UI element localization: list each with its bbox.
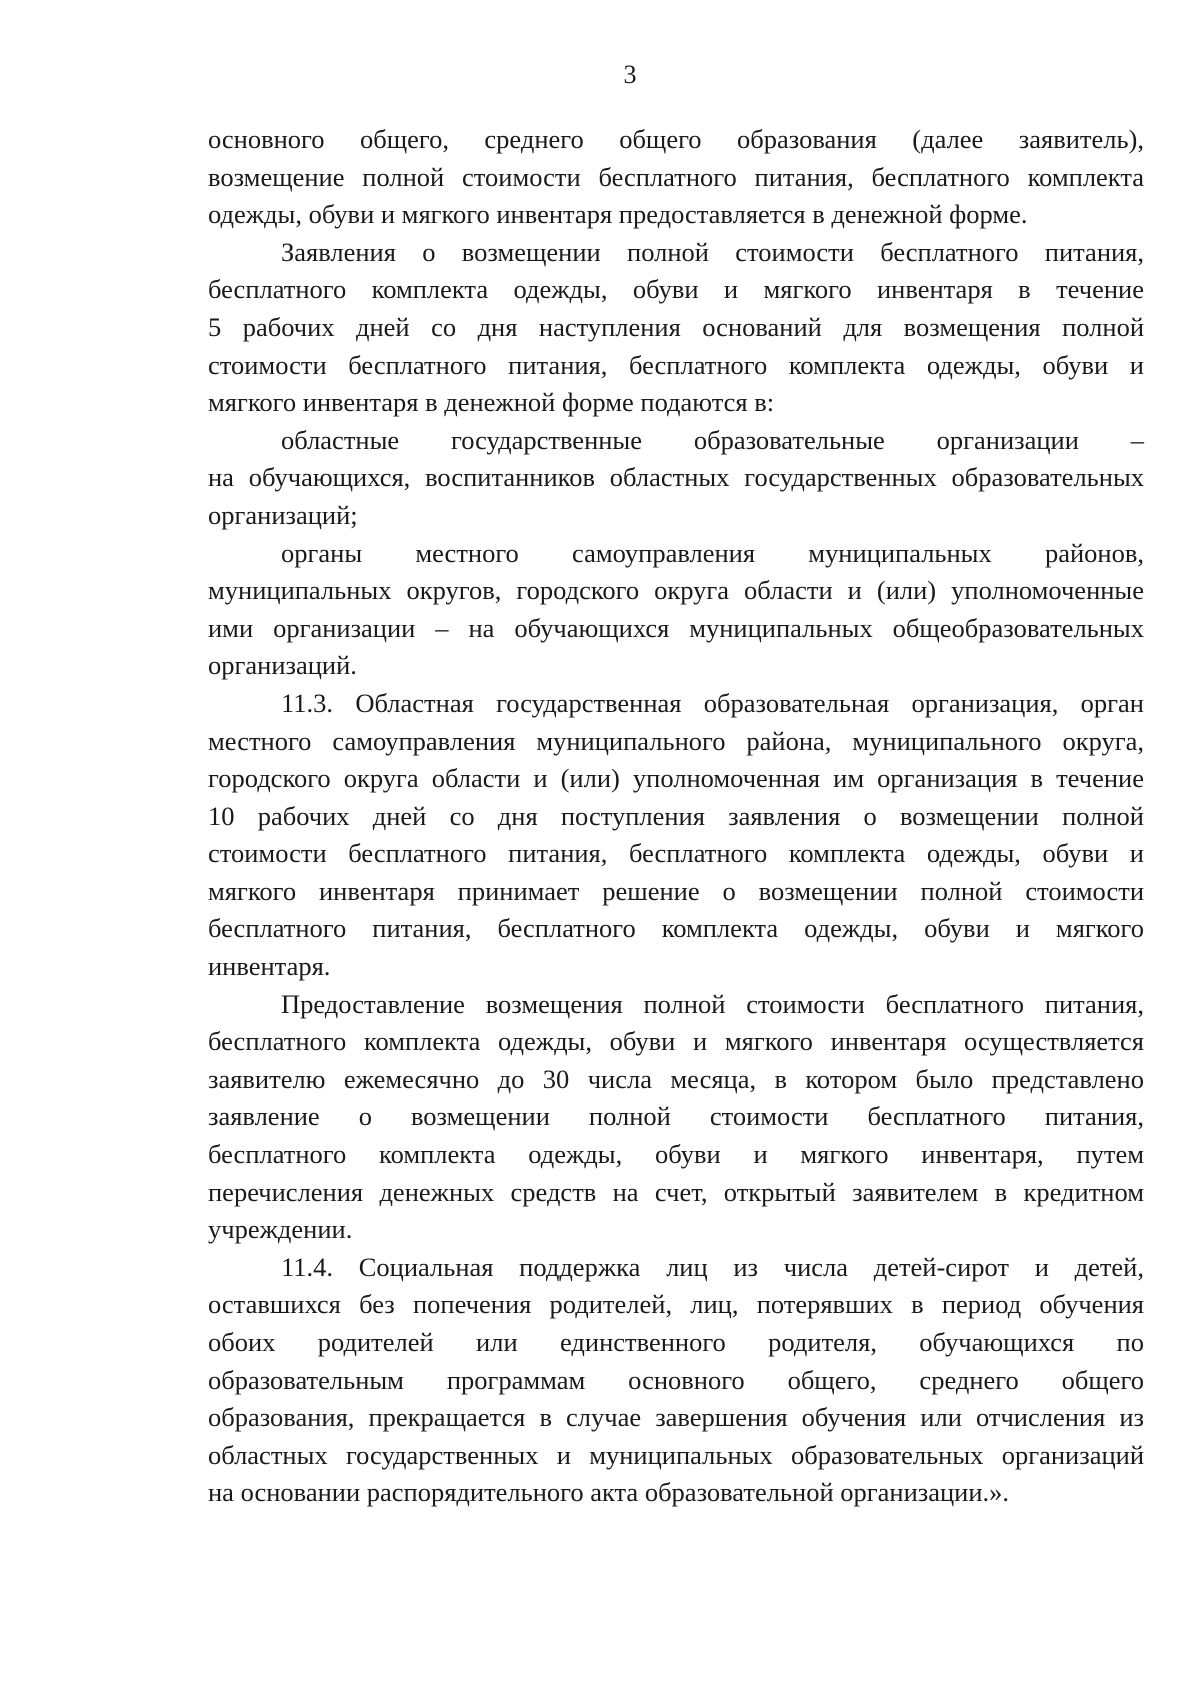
text-line: основного общего, среднего общего образования (далее заявитель),: [208, 124, 1144, 154]
text-line: образования, прекращается в случае завершения обучения или отчисления из: [208, 1402, 1144, 1433]
paragraph-regional-organizations: [208, 422, 1144, 535]
text-line: 10 рабочих дней со дня поступления заявления о возмещении полной: [208, 800, 1144, 831]
text-line: ими организации – на обучающихся муниципальных общеобразовательных: [208, 612, 1144, 643]
text-line: заявление о возмещении полной стоимости бесплатного питания,: [208, 1101, 1144, 1132]
text-line: оставшихся без попечения родителей, лиц, потерявших в период обучения: [208, 1289, 1144, 1320]
text-line: мягкого инвентаря в денежной форме подаются в:: [208, 387, 775, 418]
text-line: муниципальных округов, городского округа области и (или) уполномоченные: [208, 575, 1144, 606]
paragraph-clause-11-4: [208, 1249, 1144, 1512]
text-line: перечисления денежных средств на счет, открытый заявителем в кредитном: [208, 1176, 1144, 1207]
paragraph-compensation-payment: [208, 986, 1144, 1249]
text-line: местного самоуправления муниципального района, муниципального округа,: [208, 725, 1144, 756]
text-line: бесплатного комплекта одежды, обуви и мягкого инвентаря, путем: [208, 1139, 1144, 1170]
text-line: бесплатного комплекта одежды, обуви и мягкого инвентаря осуществляется: [208, 1026, 1144, 1057]
text-line: областные государственные образовательные организации –: [281, 424, 1144, 455]
text-line: образовательным программам основного общего, среднего общего: [208, 1364, 1144, 1395]
paragraph-clause-11-3: [208, 685, 1144, 986]
text-line: возмещение полной стоимости бесплатного питания, бесплатного комплекта: [208, 161, 1144, 192]
text-line: учреждении.: [208, 1214, 353, 1245]
text-line: заявителю ежемесячно до 30 числа месяца, в котором было представлено: [208, 1063, 1144, 1094]
text-line: бесплатного комплекта одежды, обуви и мягкого инвентаря в течение: [208, 274, 1144, 305]
text-line: Заявления о возмещении полной стоимости бесплатного питания,: [281, 236, 1144, 267]
text-line: мягкого инвентаря принимает решение о возмещении полной стоимости: [208, 875, 1144, 906]
text-line: обоих родителей или единственного родителя, обучающихся по: [208, 1327, 1144, 1357]
text-line: стоимости бесплатного питания, бесплатного комплекта одежды, обуви и: [208, 838, 1144, 869]
text-line: организаций;: [208, 499, 358, 530]
text-line: инвентаря.: [208, 951, 331, 982]
text-line: областных государственных и муниципальных образовательных организаций: [208, 1439, 1144, 1470]
page-number: 3: [623, 60, 637, 89]
text-line: 5 рабочих дней со дня наступления оснований для возмещения полной: [208, 311, 1144, 342]
paragraph-continuation: [208, 121, 1144, 234]
text-line: стоимости бесплатного питания, бесплатного комплекта одежды, обуви и: [208, 349, 1144, 380]
text-line: 11.4. Социальная поддержка лиц из числа детей-сирот и детей,: [281, 1251, 1144, 1282]
text-line: на обучающихся, воспитанников областных государственных образовательных: [208, 462, 1144, 493]
text-line: бесплатного питания, бесплатного комплекта одежды, обуви и мягкого: [208, 913, 1144, 944]
text-line: одежды, обуви и мягкого инвентаря предоставляется в денежной форме.: [208, 199, 1028, 230]
text-line: Предоставление возмещения полной стоимости бесплатного питания,: [281, 988, 1144, 1019]
paragraph-application-submission: [208, 234, 1144, 422]
text-line: организаций.: [208, 650, 357, 681]
text-line: городского округа области и (или) уполномоченная им организация в течение: [208, 763, 1144, 794]
document-body: [208, 121, 1144, 1512]
text-line: органы местного самоуправления муниципальных районов,: [281, 537, 1144, 568]
text-line: на основании распорядительного акта образовательной организации.».: [208, 1477, 1010, 1508]
text-line: 11.3. Областная государственная образовательная организация, орган: [281, 687, 1144, 718]
paragraph-local-authorities: [208, 535, 1144, 685]
